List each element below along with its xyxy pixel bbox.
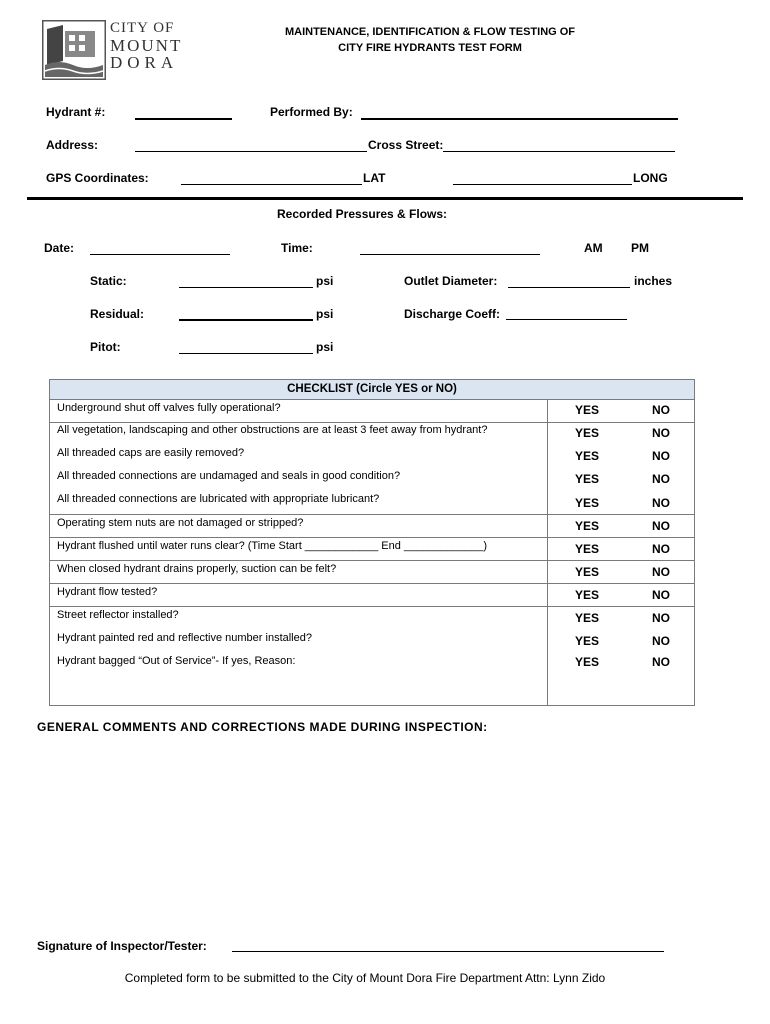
longitude-field[interactable] (453, 184, 632, 185)
performed-by-label: Performed By: (270, 105, 353, 119)
static-pressure-field[interactable] (179, 287, 313, 288)
long-label: LONG (633, 171, 668, 185)
checklist-question: Hydrant bagged “Out of Service”- If yes, Reason: (57, 655, 296, 667)
time-field[interactable] (360, 254, 540, 255)
yes-option[interactable]: YES (575, 449, 600, 463)
section-divider (27, 197, 743, 200)
row-divider (50, 514, 694, 515)
row-divider (50, 560, 694, 561)
yes-option[interactable]: YES (575, 519, 600, 533)
checklist-question: Underground shut off valves fully operational? (57, 402, 281, 414)
hydrant-number-field[interactable] (135, 118, 232, 120)
logo-line-mount: MOUNT (110, 36, 183, 55)
checklist-question: Hydrant flow tested? (57, 586, 158, 598)
signature-label: Signature of Inspector/Tester: (37, 939, 207, 953)
yes-option[interactable]: YES (575, 611, 600, 625)
checklist-question: All threaded connections are lubricated with appropriate lubricant? (57, 493, 380, 505)
checklist-question: All threaded connections are undamaged and seals in good condition? (57, 470, 401, 482)
address-label: Address: (46, 138, 99, 152)
outlet-diameter-label: Outlet Diameter: (404, 274, 498, 288)
discharge-coeff-label: Discharge Coeff: (404, 307, 501, 321)
latitude-field[interactable] (181, 184, 362, 185)
yes-option[interactable]: YES (575, 426, 600, 440)
no-option[interactable]: NO (652, 403, 670, 417)
no-option[interactable]: NO (652, 426, 670, 440)
gps-label: GPS Coordinates: (46, 171, 149, 185)
yes-option[interactable]: YES (575, 496, 600, 510)
mount-dora-emblem-icon (42, 20, 106, 80)
yes-option[interactable]: YES (575, 634, 600, 648)
pressures-heading: Recorded Pressures & Flows: (277, 207, 448, 221)
checklist-heading: CHECKLIST (Circle YES or NO) (50, 380, 694, 400)
no-option[interactable]: NO (652, 588, 670, 602)
residual-label: Residual: (90, 307, 145, 321)
no-option[interactable]: NO (652, 449, 670, 463)
static-psi-unit: psi (316, 274, 334, 288)
row-divider (50, 606, 694, 607)
signature-field[interactable] (232, 951, 664, 952)
cross-street-field[interactable] (443, 151, 675, 152)
row-divider (50, 583, 694, 584)
yes-option[interactable]: YES (575, 588, 600, 602)
submission-note: Completed form to be submitted to the City of Mount Dora Fire Department Attn: Lynn Zido (124, 971, 606, 985)
checklist-question: Hydrant flushed until water runs clear? (Time Start ____________ End _____________) (57, 540, 488, 552)
city-logo (42, 20, 183, 78)
no-option[interactable]: NO (652, 655, 670, 669)
logo-text (110, 20, 182, 71)
am-option[interactable]: AM (584, 241, 603, 255)
no-option[interactable]: NO (652, 496, 670, 510)
residual-pressure-field[interactable] (179, 319, 313, 321)
residual-psi-unit: psi (316, 307, 334, 321)
yes-option[interactable]: YES (575, 542, 600, 556)
hydrant-label: Hydrant #: (46, 105, 106, 119)
pitot-label: Pitot: (90, 340, 121, 354)
checklist-question: All threaded caps are easily removed? (57, 447, 245, 459)
row-divider (50, 422, 694, 423)
inches-unit: inches (634, 274, 673, 288)
performed-by-field[interactable] (361, 118, 678, 120)
address-field[interactable] (135, 151, 367, 152)
checklist-column-divider (547, 399, 548, 705)
logo-line-city: CITY OF (110, 20, 175, 36)
checklist-table (49, 379, 695, 706)
lat-label: LAT (363, 171, 386, 185)
no-option[interactable]: NO (652, 565, 670, 579)
time-label: Time: (281, 241, 313, 255)
yes-option[interactable]: YES (575, 565, 600, 579)
checklist-question: Hydrant painted red and reflective number installed? (57, 632, 312, 644)
logo-line-dora: DORA (110, 53, 179, 72)
checklist-question: Operating stem nuts are not damaged or stripped? (57, 517, 304, 529)
outlet-diameter-field[interactable] (508, 287, 630, 288)
yes-option[interactable]: YES (575, 655, 600, 669)
discharge-coeff-field[interactable] (506, 319, 627, 320)
checklist-question: When closed hydrant drains properly, suction can be felt? (57, 563, 337, 575)
date-field[interactable] (90, 254, 230, 255)
pm-option[interactable]: PM (631, 241, 649, 255)
no-option[interactable]: NO (652, 634, 670, 648)
yes-option[interactable]: YES (575, 472, 600, 486)
no-option[interactable]: NO (652, 542, 670, 556)
static-label: Static: (90, 274, 127, 288)
comments-area[interactable] (37, 742, 737, 927)
pitot-pressure-field[interactable] (179, 353, 313, 354)
form-title-line2: CITY FIRE HYDRANTS TEST FORM (338, 42, 522, 54)
no-option[interactable]: NO (652, 519, 670, 533)
date-label: Date: (44, 241, 75, 255)
no-option[interactable]: NO (652, 611, 670, 625)
cross-street-label: Cross Street: (368, 138, 444, 152)
checklist-question: Street reflector installed? (57, 609, 179, 621)
pitot-psi-unit: psi (316, 340, 334, 354)
yes-option[interactable]: YES (575, 403, 600, 417)
checklist-question: All vegetation, landscaping and other obstructions are at least 3 feet away from hydrant? (57, 424, 488, 436)
comments-heading: GENERAL COMMENTS AND CORRECTIONS MADE DURING INSPECTION: (37, 720, 488, 734)
no-option[interactable]: NO (652, 472, 670, 486)
row-divider (50, 537, 694, 538)
form-title-line1: MAINTENANCE, IDENTIFICATION & FLOW TESTING OF (284, 26, 576, 38)
